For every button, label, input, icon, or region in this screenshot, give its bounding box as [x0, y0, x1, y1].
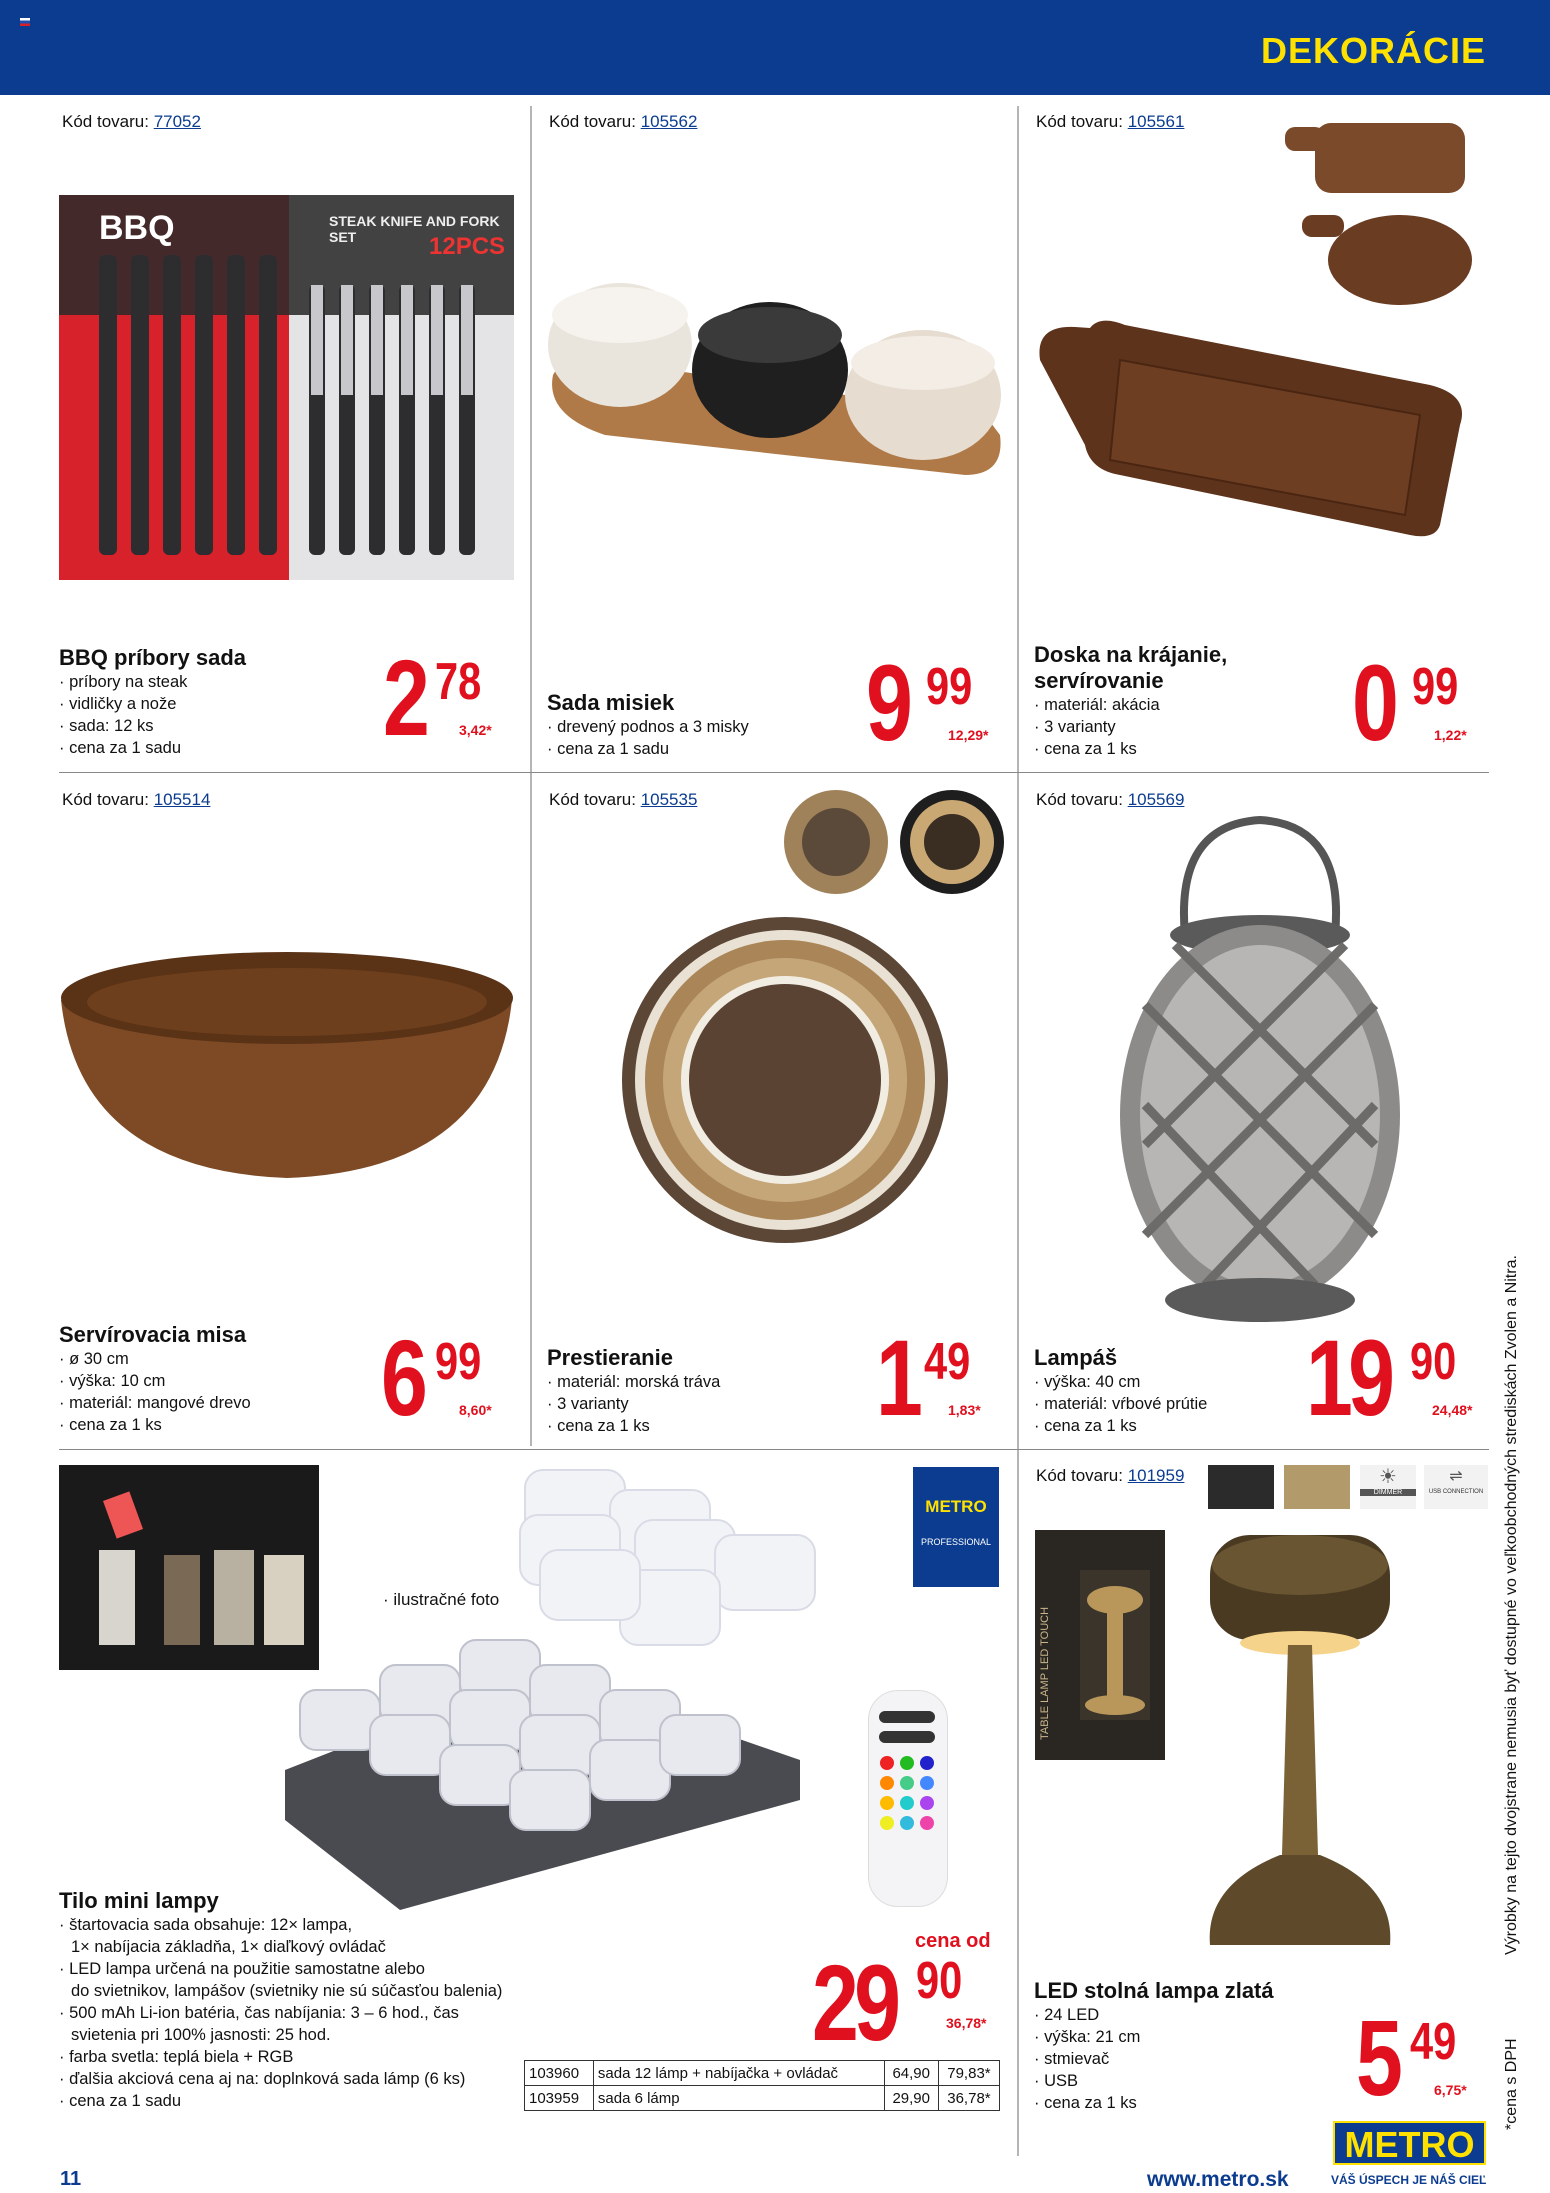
price-tag: [1352, 642, 1482, 765]
led-table-lamp-image: [1200, 1525, 1400, 1965]
price-tag: [876, 1317, 1006, 1440]
bbq-knife-fork-set-image: [59, 195, 514, 580]
product-info: [59, 1888, 529, 2112]
row-divider: [59, 1449, 1489, 1450]
product-code-link[interactable]: 105514: [153, 790, 211, 809]
price-with-vat: 36,78*: [946, 2015, 987, 2031]
vat-note: *cena s DPH: [1503, 2038, 1520, 2130]
price-decimal: 78: [435, 653, 482, 711]
country-flag-icon: [20, 18, 30, 26]
remote-control-image: [868, 1690, 948, 1907]
price-integer: 6: [381, 1317, 424, 1438]
illustration-note: · ilustračné foto: [383, 1590, 500, 1609]
price-decimal: 99: [926, 658, 973, 716]
feature-list: [547, 716, 847, 760]
product-code: Kód tovaru: 105562: [549, 112, 698, 131]
feature-item: · výška: 21 cm: [1034, 2026, 1334, 2048]
table-cell-vat: 36,78*: [938, 2086, 999, 2111]
package-count-text: 12PCS: [429, 233, 506, 260]
feature-list: [59, 671, 359, 759]
feature-item: · 3 varianty: [547, 1393, 847, 1415]
metro-logo: METRO: [1333, 2121, 1486, 2165]
lamp-thumbnail-icon: [1284, 1465, 1350, 1509]
price-with-vat: 1,22*: [1434, 727, 1467, 743]
feature-item: · ďalšia akciová cena aj na: doplnková sada lámp (6 ks): [59, 2068, 529, 2090]
price-prefix: cena od: [915, 1930, 991, 1952]
product-name: Lampáš: [1034, 1345, 1118, 1370]
feature-item: · farba svetla: teplá biela + RGB: [59, 2046, 529, 2068]
product-code-link[interactable]: 105569: [1127, 790, 1185, 809]
price-with-vat: 8,60*: [459, 1402, 492, 1418]
table-cell-price: 29,90: [884, 2086, 938, 2111]
product-info: [547, 690, 847, 760]
feature-item: · 500 mAh Li-ion batéria, čas nabíjania: 3 – 6 hod., čas: [59, 2002, 529, 2024]
price-tag: [381, 1317, 511, 1440]
table-cell-desc: sada 12 lámp + nabíjačka + ovládač: [593, 2061, 884, 2086]
price-integer: 9: [866, 642, 909, 763]
product-code: Kód tovaru: 105535: [549, 790, 698, 809]
feature-item: · 24 LED: [1034, 2004, 1334, 2026]
price-tag: [866, 642, 996, 765]
feature-item: · príbory na steak: [59, 671, 359, 693]
page-number: 11: [60, 2168, 82, 2190]
feature-item: · materiál: mangové drevo: [59, 1392, 359, 1414]
product-info: [1034, 1978, 1334, 2114]
product-name: Tilo mini lampy: [59, 1888, 219, 1913]
product-name: BBQ príbory sada: [59, 645, 247, 670]
price-decimal: 90: [916, 1952, 963, 2010]
column-divider: [1017, 106, 1019, 2156]
tilo-lamps-image: [280, 1460, 900, 1920]
product-code: Kód tovaru: 105514: [62, 790, 211, 809]
feature-item: svietenia pri 100% jasnosti: 25 hod.: [71, 2026, 331, 2044]
product-code-link[interactable]: 77052: [153, 112, 201, 131]
feature-list: [1034, 2004, 1334, 2114]
table-cell-code: 103960: [525, 2061, 594, 2086]
product-info: [59, 1322, 359, 1436]
price-tag: [812, 1942, 1002, 2065]
price-integer: 29: [812, 1942, 897, 2063]
product-code-link[interactable]: 105535: [640, 790, 698, 809]
feature-item: · výška: 10 cm: [59, 1370, 359, 1392]
dimmer-icon: ☀ DIMMER: [1360, 1465, 1416, 1509]
feature-item: · sada: 12 ks: [59, 715, 359, 737]
row-divider: [59, 772, 1489, 773]
section-title: DEKORÁCIE: [1260, 30, 1486, 71]
bowls-on-tray-image: [545, 265, 1005, 485]
package-brand-text: BBQ: [99, 209, 175, 247]
product-name: Sada misiek: [547, 690, 675, 715]
product-code-link[interactable]: 105562: [640, 112, 698, 131]
price-decimal: 90: [1410, 1333, 1457, 1391]
feature-item: · výška: 40 cm: [1034, 1371, 1334, 1393]
product-code: Kód tovaru: 77052: [62, 112, 201, 131]
price-integer: 5: [1356, 1997, 1399, 2118]
column-divider: [530, 106, 532, 1446]
feature-list: [1034, 694, 1334, 760]
table-cell-price: 64,90: [884, 2061, 938, 2086]
feature-item: · cena za 1 ks: [59, 1414, 359, 1436]
price-with-vat: 6,75*: [1434, 2082, 1467, 2098]
price-decimal: 99: [1412, 658, 1459, 716]
usb-icon: ⇌ USB CONNECTION: [1424, 1465, 1488, 1509]
product-code: Kód tovaru: 101959: [1036, 1466, 1185, 1485]
product-name: Prestieranie: [547, 1345, 673, 1370]
product-info: [547, 1345, 847, 1437]
feature-item: · štartovacia sada obsahuje: 12× lampa,: [59, 1914, 529, 1936]
availability-note: Výrobky na tejto dvojstrane nemusia byť dostupné vo veľkoobchodných strediskách Zvolen a Nitra.: [1503, 1255, 1520, 1955]
placemat-image: [560, 785, 1010, 1245]
price-tag: [1306, 1317, 1491, 1440]
price-tag: [1356, 1997, 1486, 2120]
price-decimal: 99: [435, 1333, 482, 1391]
product-info: [59, 645, 359, 759]
product-name: Doska na krájanie, servírovanie: [1034, 642, 1228, 693]
price-with-vat: 1,83*: [948, 1402, 981, 1418]
feature-item: · cena za 1 ks: [1034, 1415, 1334, 1437]
feature-item: · cena za 1 ks: [1034, 2092, 1334, 2114]
feature-item: · cena za 1 sadu: [59, 2090, 529, 2112]
feature-item: · materiál: morská tráva: [547, 1371, 847, 1393]
price-integer: 19: [1306, 1317, 1391, 1438]
feature-item: · materiál: vŕbové prútie: [1034, 1393, 1334, 1415]
table-cell-desc: sada 6 lámp: [593, 2086, 884, 2111]
product-name: LED stolná lampa zlatá: [1034, 1978, 1274, 2003]
table-cell-code: 103959: [525, 2086, 594, 2111]
product-code-link[interactable]: 101959: [1127, 1466, 1185, 1485]
feature-item: · cena za 1 ks: [1034, 738, 1334, 760]
lamp-box-image: TABLE LAMP LED TOUCH: [1035, 1530, 1165, 1760]
feature-list: [1034, 1371, 1334, 1437]
product-info: [1034, 642, 1334, 760]
product-code: Kód tovaru: 105561: [1036, 112, 1185, 131]
price-with-vat: 3,42*: [459, 722, 492, 738]
product-code: Kód tovaru: 105569: [1036, 790, 1185, 809]
cutting-board-image: [1030, 115, 1495, 540]
feature-list: [59, 1348, 359, 1436]
product-code-link[interactable]: 105561: [1127, 112, 1185, 131]
price-decimal: 49: [1410, 2013, 1457, 2071]
feature-item: · drevený podnos a 3 misky: [547, 716, 847, 738]
variant-price-table: [524, 2060, 1000, 2111]
wooden-bowl-image: [59, 950, 514, 1180]
feature-item: · cena za 1 sadu: [547, 738, 847, 760]
lantern-image: [1115, 815, 1405, 1335]
feature-item: do svietnikov, lampášov (svietniky nie sú súčasťou balenia): [71, 1982, 503, 2000]
price-integer: 0: [1352, 642, 1395, 763]
feature-item: · cena za 1 ks: [547, 1415, 847, 1437]
price-integer: 1: [876, 1317, 919, 1438]
price-decimal: 49: [924, 1333, 971, 1391]
feature-item: · stmievač: [1034, 2048, 1334, 2070]
feature-list: [547, 1371, 847, 1437]
table-cell-vat: 79,83*: [938, 2061, 999, 2086]
product-info: [1034, 1345, 1334, 1437]
badge-line: PROFESSIONAL: [920, 1537, 992, 1547]
price-with-vat: 12,29*: [948, 727, 989, 743]
feature-item: · ø 30 cm: [59, 1348, 359, 1370]
website-link[interactable]: www.metro.sk: [1147, 2168, 1289, 2191]
lamp-thumbnail-icon: [1208, 1465, 1274, 1509]
table-row: [525, 2086, 1000, 2111]
feature-item: · materiál: akácia: [1034, 694, 1334, 716]
feature-item: · vidličky a nože: [59, 693, 359, 715]
product-name: Servírovacia misa: [59, 1322, 247, 1347]
price-tag: [383, 637, 503, 760]
feature-item: · cena za 1 sadu: [59, 737, 359, 759]
price-with-vat: 24,48*: [1432, 1402, 1473, 1418]
badge-brand: METRO: [925, 1497, 987, 1516]
price-integer: 2: [383, 637, 426, 758]
table-row: [525, 2061, 1000, 2086]
package-title-text: STEAK KNIFE AND FORK SET: [329, 213, 500, 245]
feature-item: · USB: [1034, 2070, 1334, 2092]
slogan: VÁŠ ÚSPECH JE NÁŠ CIEĽ: [1331, 2173, 1487, 2187]
feature-list: [59, 1914, 529, 2112]
metro-professional-badge: [913, 1467, 999, 1587]
feature-item: 1× nabíjacia základňa, 1× diaľkový ovládač: [71, 1938, 386, 1956]
feature-item: · 3 varianty: [1034, 716, 1334, 738]
feature-item: · LED lampa určená na použitie samostatne alebo: [59, 1958, 529, 1980]
